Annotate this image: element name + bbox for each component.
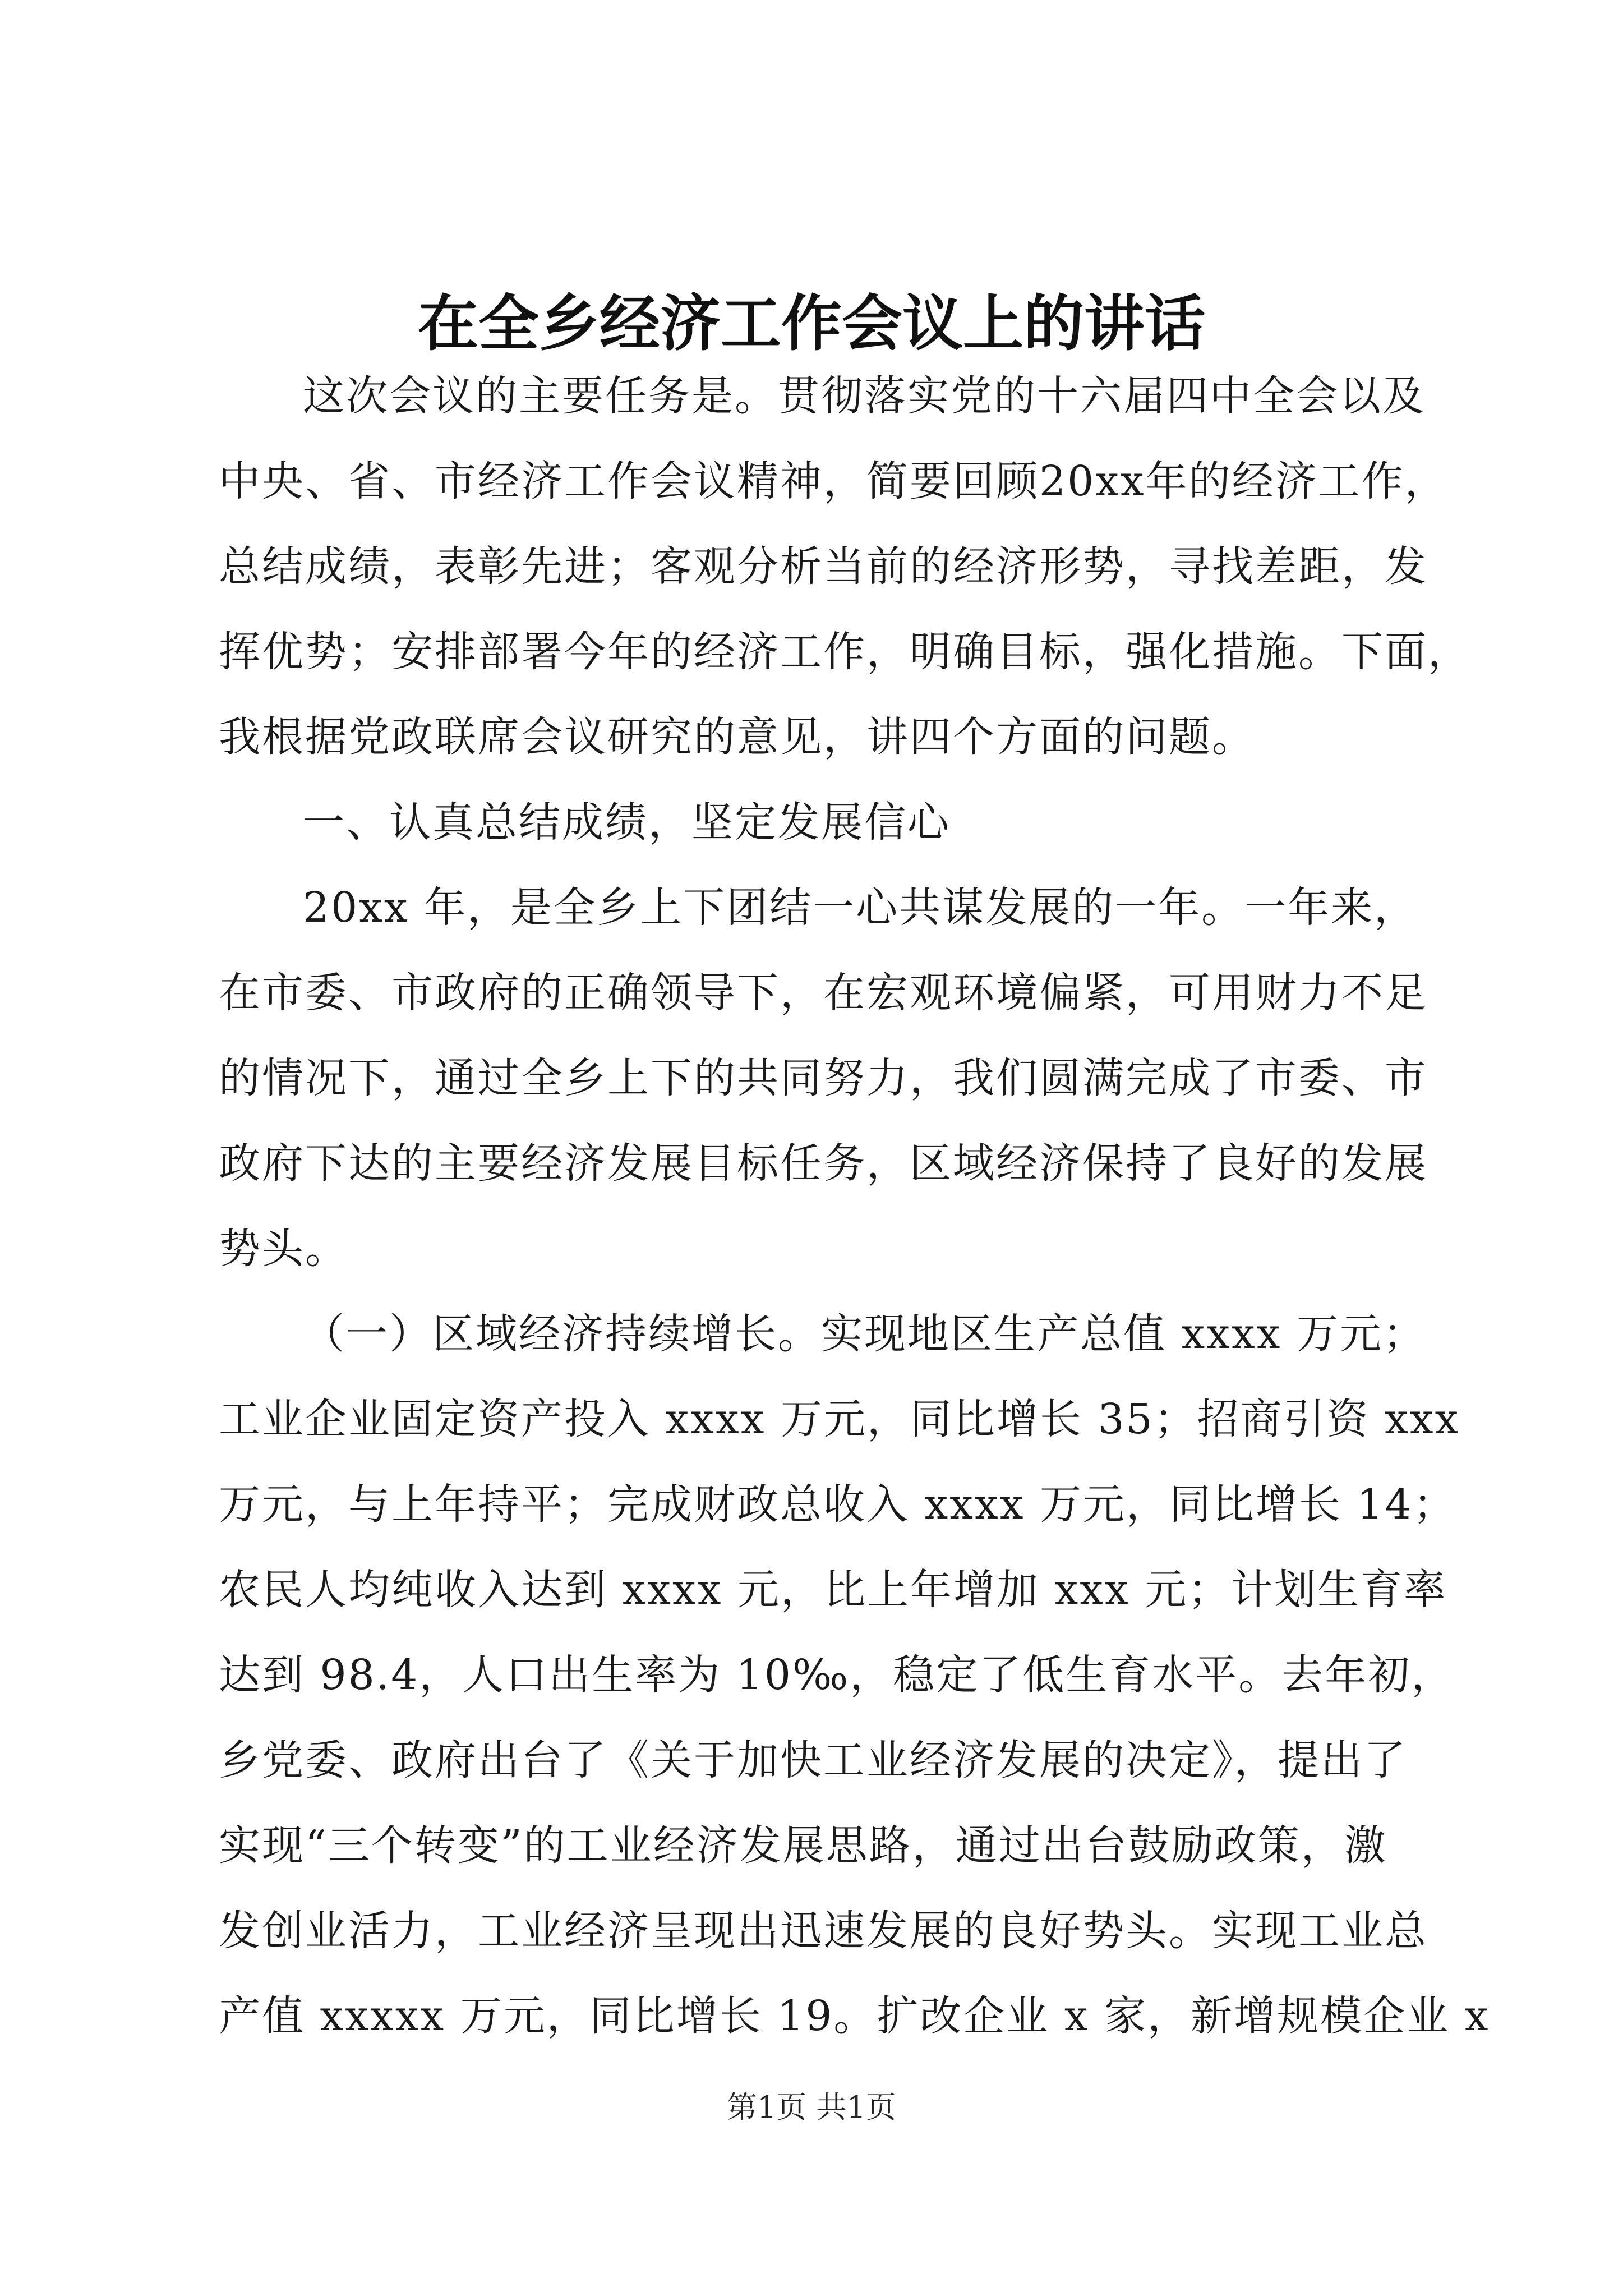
paragraph-line: 发创业活力，工业经济呈现出迅速发展的良好势头。实现工业总: [219, 1907, 1428, 1955]
paragraph-line: 乡党委、政府出台了《关于加快工业经济发展的决定》，提出了: [219, 1736, 1407, 1784]
paragraph-intro: [219, 353, 1471, 780]
paragraph-line: 产值 xxxxx 万元，同比增长 19。扩改企业 x 家，新增规模企业 x: [219, 1992, 1490, 2040]
paragraph-line: （一）区域经济持续增长。实现地区生产总值 xxxx 万元；: [303, 1310, 1426, 1358]
paragraph-line: 我根据党政联席会议研究的意见，讲四个方面的问题。: [219, 713, 1255, 761]
paragraph-line: 20xx 年，是全乡上下团结一心共谋发展的一年。一年来，: [303, 884, 1418, 932]
paragraph-economy: [219, 1291, 1490, 2059]
paragraph-review: [219, 865, 1428, 1291]
section-heading: [219, 780, 1419, 865]
paragraph-line: 总结成绩，表彰先进；客观分析当前的经济形势，寻找差距，发: [219, 542, 1428, 591]
document-title: 在全乡经济工作会议上的讲话: [417, 288, 1205, 359]
paragraph-line: 万元，与上年持平；完成财政总收入 xxxx 万元，同比增长 14；: [219, 1480, 1456, 1529]
paragraph-line: 达到 98.4，人口出生率为 10‰，稳定了低生育水平。去年初，: [219, 1651, 1455, 1699]
paragraph-line: 势头。: [219, 1225, 348, 1273]
paragraph-line: 农民人均纯收入达到 xxxx 元，比上年增加 xxx 元；计划生育率: [219, 1566, 1447, 1614]
section-heading-text: 一、认真总结成绩，坚定发展信心: [303, 798, 951, 846]
page-number-footer: 第1页 共1页: [727, 2090, 896, 2125]
paragraph-line: 实现“三个转变”的工业经济发展思路，通过出台鼓励政策，激: [219, 1821, 1387, 1870]
paragraph-line: 这次会议的主要任务是。贯彻落实党的十六届四中全会以及: [303, 372, 1426, 420]
paragraph-line: 挥优势；安排部署今年的经济工作，明确目标，强化措施。下面，: [219, 628, 1471, 676]
paragraph-line: 中央、省、市经济工作会议精神，简要回顾20xx年的经济工作，: [219, 457, 1448, 505]
document-body: [219, 353, 1490, 2059]
paragraph-line: 的情况下，通过全乡上下的共同努力，我们圆满完成了市委、市: [219, 1054, 1428, 1102]
paragraph-line: 工业企业固定资产投入 xxxx 万元，同比增长 35；招商引资 xxx: [219, 1395, 1460, 1443]
paragraph-line: 在市委、市政府的正确领导下，在宏观环境偏紧，可用财力不足: [219, 969, 1428, 1017]
paragraph-line: 政府下达的主要经济发展目标任务，区域经济保持了良好的发展: [219, 1139, 1428, 1188]
